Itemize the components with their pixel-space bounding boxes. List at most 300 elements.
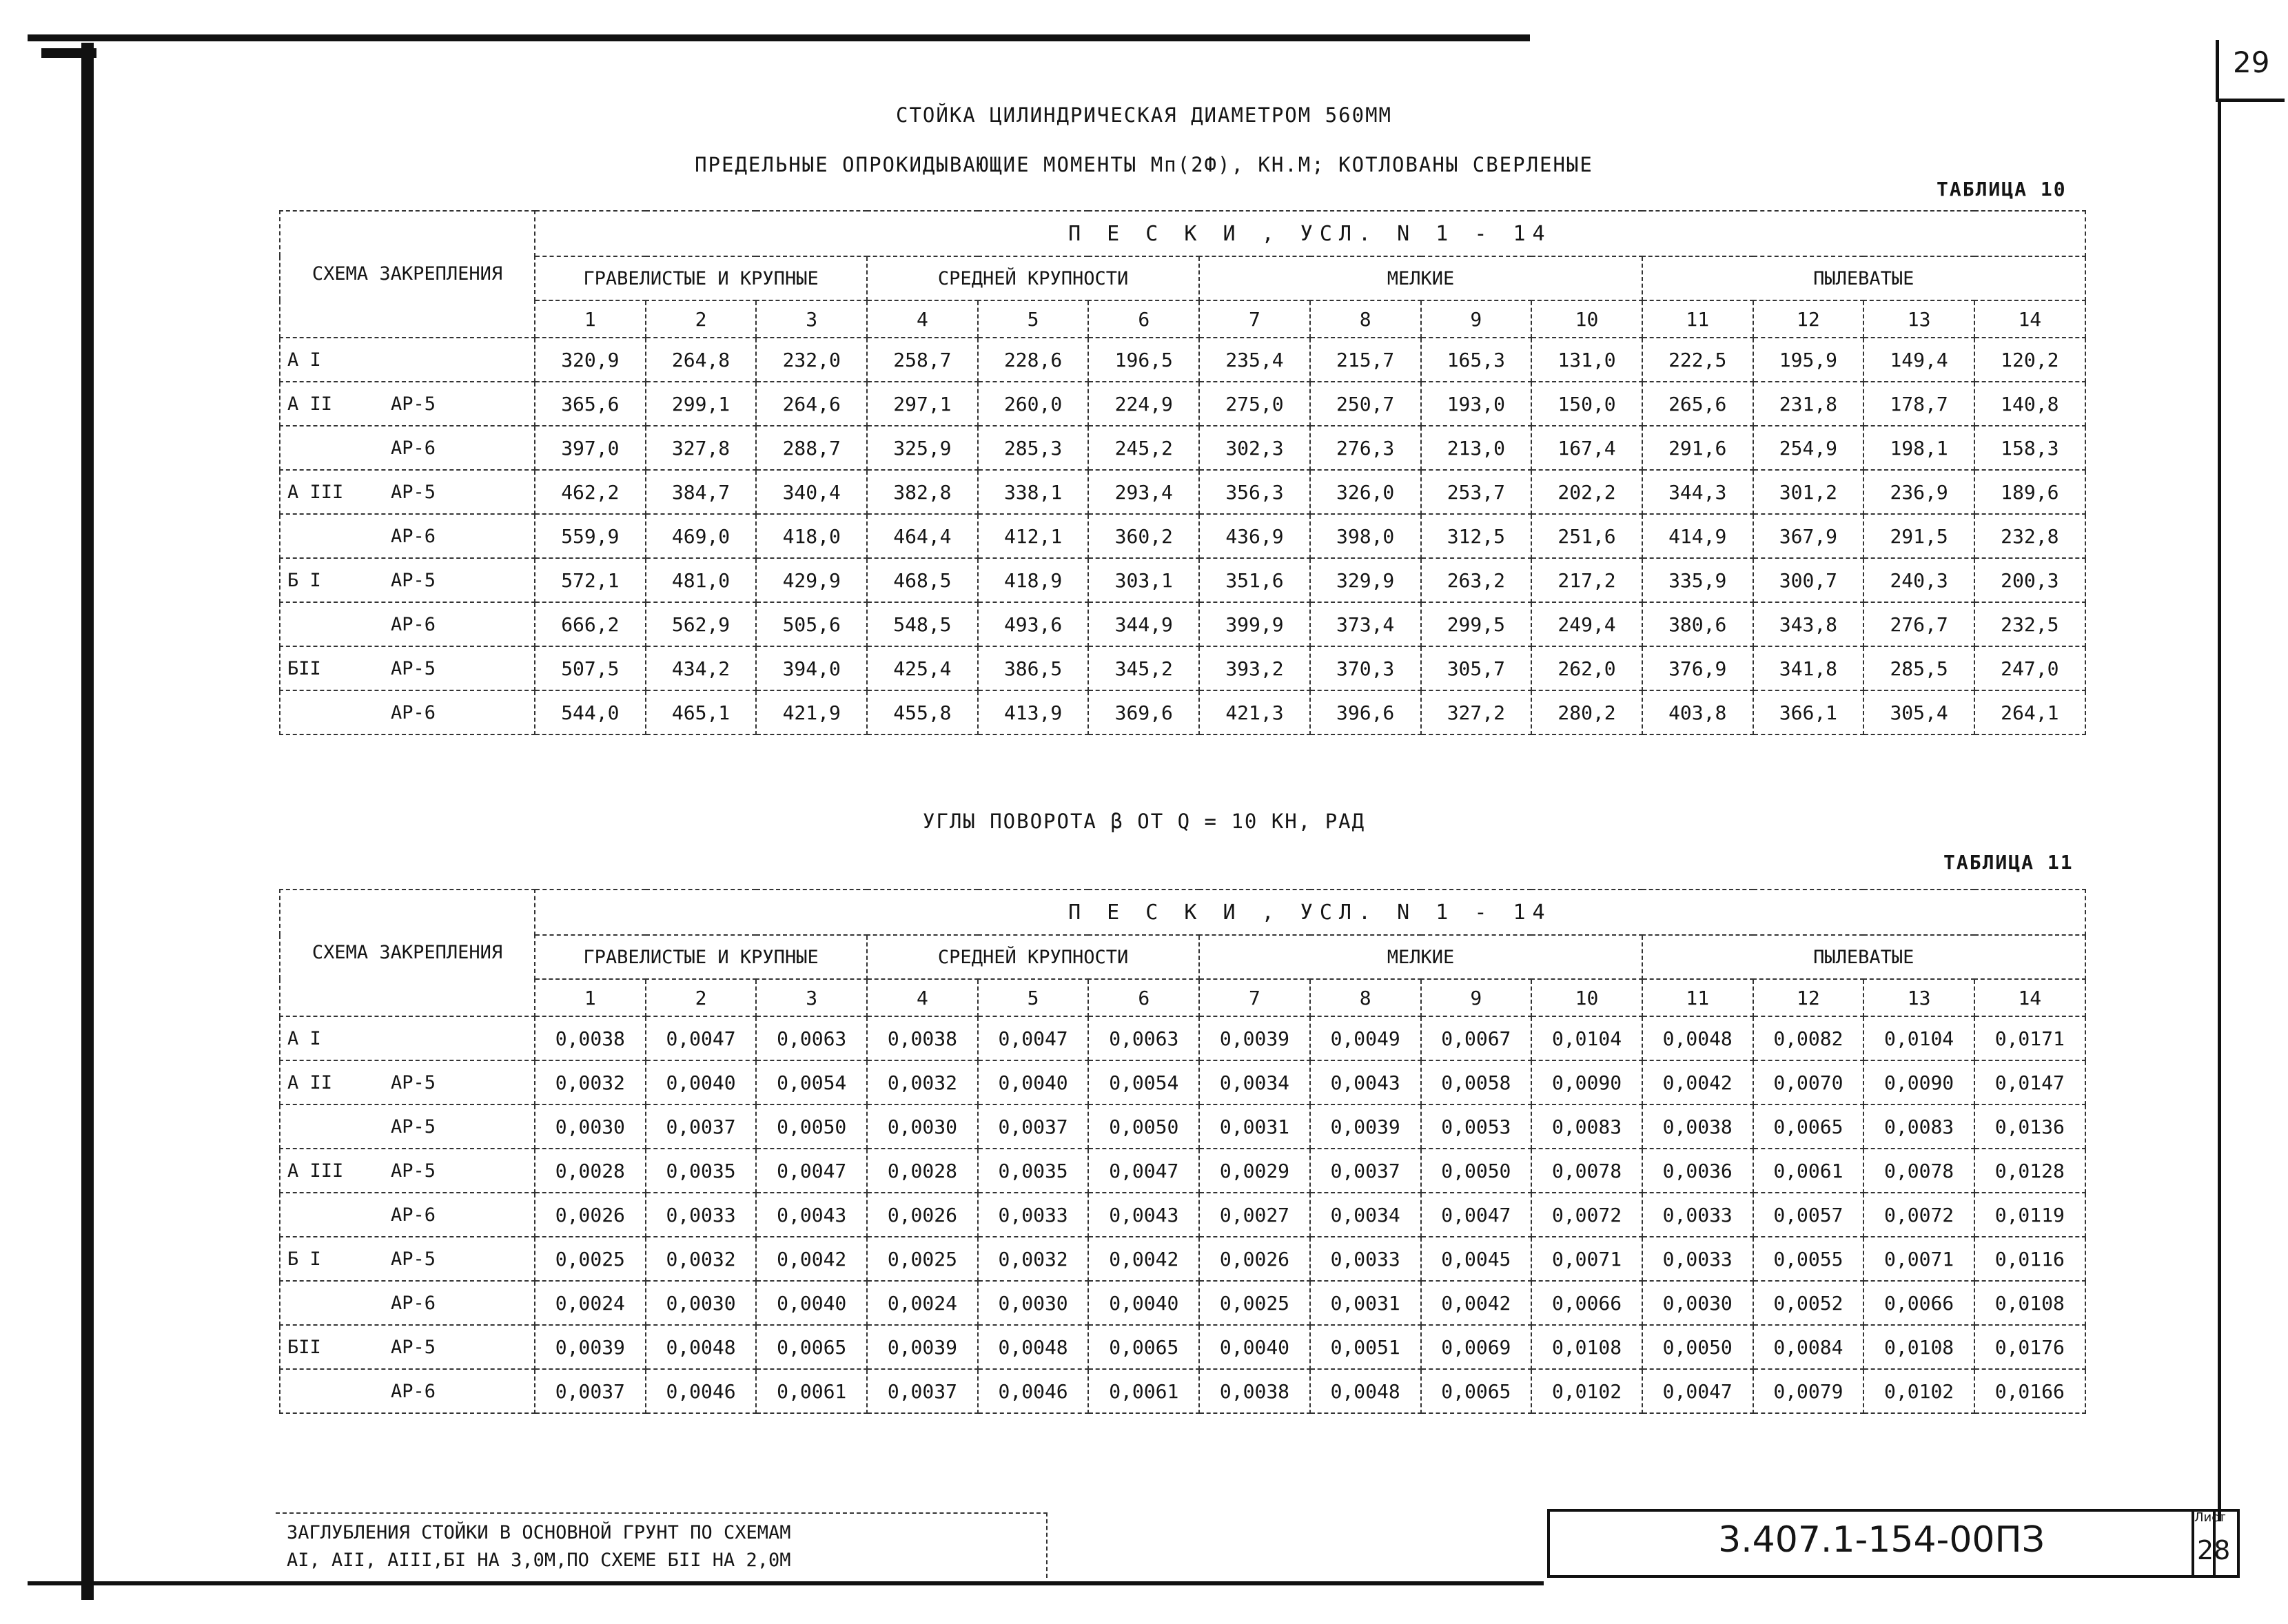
table-cell: 338,1 (978, 470, 1089, 514)
table-cell: 464,4 (867, 514, 978, 558)
table-row (280, 602, 2085, 646)
table-cell: 0,0067 (1421, 1016, 1532, 1060)
table-cell: 0,0072 (1531, 1193, 1642, 1237)
scheme-label: А II (287, 1071, 333, 1093)
table-cell: 356,3 (1199, 470, 1310, 514)
table-cell: 213,0 (1421, 426, 1532, 470)
scheme-label: БII (287, 657, 321, 679)
table-cell: 0,0104 (1531, 1016, 1642, 1060)
table-cell: 0,0136 (1974, 1104, 2085, 1149)
table-cell: 320,9 (535, 338, 646, 382)
table-row (280, 558, 2085, 602)
table-cell: 0,0050 (1088, 1104, 1199, 1149)
table-cell: 291,5 (1863, 514, 1974, 558)
table-cell: 0,0078 (1531, 1149, 1642, 1193)
table-cell: 325,9 (867, 426, 978, 470)
reinforcement-label: АР-5 (391, 569, 436, 591)
table-cell: 0,0090 (1531, 1060, 1642, 1104)
table-cell: 0,0038 (535, 1016, 646, 1060)
table10 (279, 210, 2086, 735)
group-header: ПЫЛЕВАТЫЕ (1642, 935, 2085, 979)
table-cell: 0,0043 (1088, 1193, 1199, 1237)
column-number: 9 (1421, 300, 1532, 338)
table-cell: 193,0 (1421, 382, 1532, 426)
table-cell: 505,6 (756, 602, 867, 646)
reinforcement-label: АР-5 (391, 1336, 436, 1358)
table-cell: 249,4 (1531, 602, 1642, 646)
table-cell: 0,0061 (1753, 1149, 1864, 1193)
table-cell: 0,0057 (1753, 1193, 1864, 1237)
table-cell: 0,0030 (978, 1281, 1089, 1325)
reinforcement-label: АР-6 (391, 437, 436, 459)
table-cell: 421,3 (1199, 690, 1310, 734)
table10-label: ТАБЛИЦА 10 (1937, 178, 2067, 201)
table-cell: 265,6 (1642, 382, 1753, 426)
table-cell: 493,6 (978, 602, 1089, 646)
table-cell: 365,6 (535, 382, 646, 426)
table-cell: 343,8 (1753, 602, 1864, 646)
table-cell: 0,0024 (535, 1281, 646, 1325)
column-number: 5 (978, 979, 1089, 1016)
table-cell: 507,5 (535, 646, 646, 690)
table-cell: 0,0171 (1974, 1016, 2085, 1060)
table-cell: 120,2 (1974, 338, 2085, 382)
table-cell: 0,0072 (1863, 1193, 1974, 1237)
column-number: 4 (867, 979, 978, 1016)
table-cell: 245,2 (1088, 426, 1199, 470)
table-cell: 0,0063 (1088, 1016, 1199, 1060)
table-cell: 376,9 (1642, 646, 1753, 690)
column-number: 11 (1642, 300, 1753, 338)
table-cell: 413,9 (978, 690, 1089, 734)
table-cell: 0,0038 (1642, 1104, 1753, 1149)
table-cell: 165,3 (1421, 338, 1532, 382)
table-cell: 236,9 (1863, 470, 1974, 514)
table-cell: 0,0037 (1310, 1149, 1421, 1193)
footnote (276, 1512, 1048, 1578)
table-cell: 0,0065 (1088, 1325, 1199, 1369)
table-cell: 131,0 (1531, 338, 1642, 382)
table-cell: 140,8 (1974, 382, 2085, 426)
column-number: 13 (1863, 979, 1974, 1016)
reinforcement-label: АР-6 (391, 613, 436, 635)
table-cell: 481,0 (646, 558, 757, 602)
table-cell: 0,0048 (646, 1325, 757, 1369)
table-cell: 189,6 (1974, 470, 2085, 514)
scheme-header: СХЕМА ЗАКРЕПЛЕНИЯ (280, 211, 535, 338)
table-cell: 548,5 (867, 602, 978, 646)
column-number: 8 (1310, 979, 1421, 1016)
table-cell: 394,0 (756, 646, 867, 690)
table-cell: 397,0 (535, 426, 646, 470)
table-cell: 0,0027 (1199, 1193, 1310, 1237)
reinforcement-label: АР-6 (391, 701, 436, 723)
table-cell: 469,0 (646, 514, 757, 558)
table-cell: 0,0030 (646, 1281, 757, 1325)
reinforcement-label: АР-6 (391, 1292, 436, 1314)
table-cell: 293,4 (1088, 470, 1199, 514)
table-cell: 0,0035 (646, 1149, 757, 1193)
table-cell: 425,4 (867, 646, 978, 690)
table-cell: 202,2 (1531, 470, 1642, 514)
table-cell: 421,9 (756, 690, 867, 734)
table-cell: 326,0 (1310, 470, 1421, 514)
group-header: МЕЛКИЕ (1199, 256, 1642, 300)
table-cell: 303,1 (1088, 558, 1199, 602)
table-cell: 0,0034 (1199, 1060, 1310, 1104)
table-row (280, 1193, 2085, 1237)
table-cell: 305,4 (1863, 690, 1974, 734)
table-cell: 196,5 (1088, 338, 1199, 382)
table-row (280, 1325, 2085, 1369)
column-number: 14 (1974, 979, 2085, 1016)
table-cell: 0,0176 (1974, 1325, 2085, 1369)
page-number: 29 (2233, 45, 2270, 79)
table-cell: 0,0037 (867, 1369, 978, 1413)
table-cell: 232,5 (1974, 602, 2085, 646)
table-cell: 250,7 (1310, 382, 1421, 426)
sheet-label: Лист (2194, 1510, 2226, 1525)
table-cell: 0,0039 (1310, 1104, 1421, 1149)
table-cell: 0,0040 (978, 1060, 1089, 1104)
table-cell: 418,0 (756, 514, 867, 558)
table-cell: 0,0047 (978, 1016, 1089, 1060)
reinforcement-label: АР-5 (391, 393, 436, 415)
table-cell: 0,0042 (1088, 1237, 1199, 1281)
table-cell: 0,0048 (1310, 1369, 1421, 1413)
table-row (280, 1060, 2085, 1104)
table-cell: 0,0049 (1310, 1016, 1421, 1060)
reinforcement-label: АР-6 (391, 1204, 436, 1226)
table-cell: 414,9 (1642, 514, 1753, 558)
table-cell: 429,9 (756, 558, 867, 602)
column-number: 12 (1753, 300, 1864, 338)
table-cell: 0,0108 (1531, 1325, 1642, 1369)
table-cell: 280,2 (1531, 690, 1642, 734)
table-cell: 0,0039 (1199, 1016, 1310, 1060)
table-cell: 327,2 (1421, 690, 1532, 734)
table-cell: 224,9 (1088, 382, 1199, 426)
table11 (279, 889, 2086, 1414)
table-cell: 0,0034 (1310, 1193, 1421, 1237)
table-cell: 240,3 (1863, 558, 1974, 602)
table-cell: 0,0166 (1974, 1369, 2085, 1413)
table-cell: 0,0032 (535, 1060, 646, 1104)
table-cell: 149,4 (1863, 338, 1974, 382)
table-cell: 0,0065 (1753, 1104, 1864, 1149)
column-number: 6 (1088, 979, 1199, 1016)
table-cell: 369,6 (1088, 690, 1199, 734)
table-row (280, 1281, 2085, 1325)
column-number: 10 (1531, 979, 1642, 1016)
table-cell: 299,5 (1421, 602, 1532, 646)
table-cell: 0,0053 (1421, 1104, 1532, 1149)
table-cell: 285,3 (978, 426, 1089, 470)
table-cell: 275,0 (1199, 382, 1310, 426)
table-cell: 0,0061 (1088, 1369, 1199, 1413)
column-number: 11 (1642, 979, 1753, 1016)
table-cell: 300,7 (1753, 558, 1864, 602)
table-cell: 0,0119 (1974, 1193, 2085, 1237)
table-cell: 403,8 (1642, 690, 1753, 734)
group-header: ГРАВЕЛИСТЫЕ И КРУПНЫЕ (535, 935, 867, 979)
column-number: 14 (1974, 300, 2085, 338)
table-cell: 0,0046 (646, 1369, 757, 1413)
table-cell: 0,0031 (1310, 1281, 1421, 1325)
table-cell: 0,0066 (1531, 1281, 1642, 1325)
table-cell: 327,8 (646, 426, 757, 470)
table-cell: 0,0040 (646, 1060, 757, 1104)
table-cell: 0,0047 (756, 1149, 867, 1193)
table-cell: 0,0058 (1421, 1060, 1532, 1104)
scheme-label: Б I (287, 569, 321, 591)
group-header: СРЕДНЕЙ КРУПНОСТИ (867, 935, 1199, 979)
table-cell: 264,1 (1974, 690, 2085, 734)
column-number: 1 (535, 300, 646, 338)
table-cell: 0,0050 (1421, 1149, 1532, 1193)
table-cell: 167,4 (1531, 426, 1642, 470)
table-cell: 0,0066 (1863, 1281, 1974, 1325)
table-cell: 0,0030 (535, 1104, 646, 1149)
reinforcement-label: АР-5 (391, 1071, 436, 1093)
table-cell: 0,0032 (978, 1237, 1089, 1281)
table-cell: 0,0083 (1863, 1104, 1974, 1149)
reinforcement-label: АР-6 (391, 525, 436, 547)
table-cell: 384,7 (646, 470, 757, 514)
column-number: 10 (1531, 300, 1642, 338)
table-cell: 344,9 (1088, 602, 1199, 646)
table-cell: 398,0 (1310, 514, 1421, 558)
reinforcement-label: АР-5 (391, 1160, 436, 1182)
table-cell: 0,0025 (535, 1237, 646, 1281)
table-cell: 0,0033 (1642, 1237, 1753, 1281)
table-row (280, 1016, 2085, 1060)
document-code: 3.407.1-154-00ПЗ (1718, 1519, 2045, 1561)
table-cell: 0,0036 (1642, 1149, 1753, 1193)
table-cell: 370,3 (1310, 646, 1421, 690)
table-cell: 305,7 (1421, 646, 1532, 690)
table-cell: 0,0024 (867, 1281, 978, 1325)
table-cell: 0,0128 (1974, 1149, 2085, 1193)
table-cell: 340,4 (756, 470, 867, 514)
column-number: 2 (646, 300, 757, 338)
table-cell: 312,5 (1421, 514, 1532, 558)
table-cell: 0,0047 (1421, 1193, 1532, 1237)
table-cell: 393,2 (1199, 646, 1310, 690)
table-cell: 302,3 (1199, 426, 1310, 470)
table-cell: 0,0108 (1863, 1325, 1974, 1369)
table-cell: 0,0033 (646, 1193, 757, 1237)
column-number: 13 (1863, 300, 1974, 338)
reinforcement-label: АР-5 (391, 1248, 436, 1270)
table-cell: 232,0 (756, 338, 867, 382)
table-row (280, 382, 2085, 426)
table-cell: 0,0070 (1753, 1060, 1864, 1104)
sheet-number: 28 (2197, 1535, 2231, 1565)
table-cell: 0,0079 (1753, 1369, 1864, 1413)
table-cell: 231,8 (1753, 382, 1864, 426)
table-cell: 0,0042 (1642, 1060, 1753, 1104)
table-cell: 0,0108 (1974, 1281, 2085, 1325)
table-cell: 299,1 (646, 382, 757, 426)
table-cell: 0,0038 (1199, 1369, 1310, 1413)
table-cell: 178,7 (1863, 382, 1974, 426)
table-cell: 0,0048 (978, 1325, 1089, 1369)
table-cell: 562,9 (646, 602, 757, 646)
table-cell: 0,0054 (756, 1060, 867, 1104)
table-cell: 0,0104 (1863, 1016, 1974, 1060)
table-cell: 297,1 (867, 382, 978, 426)
table-cell: 0,0038 (867, 1016, 978, 1060)
table-cell: 215,7 (1310, 338, 1421, 382)
table-cell: 0,0054 (1088, 1060, 1199, 1104)
scheme-label: А III (287, 1160, 344, 1182)
table-cell: 0,0147 (1974, 1060, 2085, 1104)
table-cell: 462,2 (535, 470, 646, 514)
scheme-label: А I (287, 1027, 321, 1049)
column-number: 3 (756, 300, 867, 338)
table-cell: 0,0033 (1642, 1193, 1753, 1237)
table-cell: 465,1 (646, 690, 757, 734)
table-row (280, 514, 2085, 558)
table-cell: 0,0030 (867, 1104, 978, 1149)
table-cell: 285,5 (1863, 646, 1974, 690)
table-cell: 0,0052 (1753, 1281, 1864, 1325)
table-cell: 666,2 (535, 602, 646, 646)
table-cell: 0,0051 (1310, 1325, 1421, 1369)
table-cell: 434,2 (646, 646, 757, 690)
scheme-label: БII (287, 1336, 321, 1358)
table-cell: 0,0071 (1863, 1237, 1974, 1281)
table-cell: 253,7 (1421, 470, 1532, 514)
table-cell: 0,0037 (978, 1104, 1089, 1149)
footnote-line1: ЗАГЛУБЛЕНИЯ СТОЙКИ В ОСНОВНОЙ ГРУНТ ПО СХЕМАМ (287, 1522, 791, 1543)
soil-header: П Е С К И , УСЛ. N 1 - 14 (535, 211, 2085, 256)
table-cell: 344,3 (1642, 470, 1753, 514)
table-cell: 0,0116 (1974, 1237, 2085, 1281)
table-cell: 262,0 (1531, 646, 1642, 690)
table-cell: 386,5 (978, 646, 1089, 690)
table-cell: 291,6 (1642, 426, 1753, 470)
frame-top-line (28, 34, 1530, 41)
table-cell: 0,0028 (867, 1149, 978, 1193)
table-row (280, 690, 2085, 734)
column-number: 7 (1199, 300, 1310, 338)
table-cell: 0,0048 (1642, 1016, 1753, 1060)
table-cell: 436,9 (1199, 514, 1310, 558)
table-cell: 0,0061 (756, 1369, 867, 1413)
table-cell: 399,9 (1199, 602, 1310, 646)
table-cell: 0,0102 (1531, 1369, 1642, 1413)
table-cell: 0,0029 (1199, 1149, 1310, 1193)
table-cell: 251,6 (1531, 514, 1642, 558)
table10-caption: ПРЕДЕЛЬНЫЕ ОПРОКИДЫВАЮЩИЕ МОМЕНТЫ Мп(2Ф), КН.М; КОТЛОВАНЫ СВЕРЛЕНЫЕ (695, 153, 1593, 176)
table-cell: 198,1 (1863, 426, 1974, 470)
table-row (280, 1369, 2085, 1413)
document-title: СТОЙКА ЦИЛИНДРИЧЕСКАЯ ДИАМЕТРОМ 560ММ (895, 103, 1392, 127)
table-cell: 396,6 (1310, 690, 1421, 734)
table-cell: 0,0037 (535, 1369, 646, 1413)
table-cell: 0,0071 (1531, 1237, 1642, 1281)
scheme-label: Б I (287, 1248, 321, 1270)
table-cell: 559,9 (535, 514, 646, 558)
table-row (280, 1149, 2085, 1193)
table-cell: 0,0026 (535, 1193, 646, 1237)
column-number: 6 (1088, 300, 1199, 338)
table-cell: 0,0040 (1088, 1281, 1199, 1325)
soil-header: П Е С К И , УСЛ. N 1 - 14 (535, 890, 2085, 935)
table-cell: 264,8 (646, 338, 757, 382)
table-cell: 235,4 (1199, 338, 1310, 382)
table-cell: 0,0037 (646, 1104, 757, 1149)
reinforcement-label: АР-5 (391, 1116, 436, 1138)
table-cell: 258,7 (867, 338, 978, 382)
table-cell: 217,2 (1531, 558, 1642, 602)
table-cell: 0,0084 (1753, 1325, 1864, 1369)
group-header: ГРАВЕЛИСТЫЕ И КРУПНЫЕ (535, 256, 867, 300)
column-number: 5 (978, 300, 1089, 338)
table-cell: 247,0 (1974, 646, 2085, 690)
table-cell: 222,5 (1642, 338, 1753, 382)
table-cell: 228,6 (978, 338, 1089, 382)
table-cell: 0,0030 (1642, 1281, 1753, 1325)
table-cell: 301,2 (1753, 470, 1864, 514)
table-cell: 0,0102 (1863, 1369, 1974, 1413)
table-cell: 0,0033 (978, 1193, 1089, 1237)
table-row (280, 1104, 2085, 1149)
table-cell: 455,8 (867, 690, 978, 734)
table11-caption: УГЛЫ ПОВОРОТА β ОТ Q = 10 КН, РАД (922, 810, 1366, 833)
table-cell: 0,0033 (1310, 1237, 1421, 1281)
table-cell: 0,0032 (867, 1060, 978, 1104)
table-cell: 380,6 (1642, 602, 1753, 646)
table-cell: 0,0032 (646, 1237, 757, 1281)
table-cell: 0,0090 (1863, 1060, 1974, 1104)
table-cell: 0,0082 (1753, 1016, 1864, 1060)
table-cell: 195,9 (1753, 338, 1864, 382)
table-cell: 0,0047 (646, 1016, 757, 1060)
column-number: 1 (535, 979, 646, 1016)
table-cell: 351,6 (1199, 558, 1310, 602)
table-cell: 341,8 (1753, 646, 1864, 690)
table-cell: 0,0028 (535, 1149, 646, 1193)
group-header: СРЕДНЕЙ КРУПНОСТИ (867, 256, 1199, 300)
table-cell: 0,0063 (756, 1016, 867, 1060)
table-cell: 260,0 (978, 382, 1089, 426)
table-cell: 0,0043 (1310, 1060, 1421, 1104)
scheme-label: А I (287, 349, 321, 371)
column-number: 3 (756, 979, 867, 1016)
reinforcement-label: АР-6 (391, 1380, 436, 1402)
table-cell: 335,9 (1642, 558, 1753, 602)
table-cell: 366,1 (1753, 690, 1864, 734)
table-cell: 0,0040 (1199, 1325, 1310, 1369)
scheme-label: А III (287, 481, 344, 503)
table-cell: 0,0078 (1863, 1149, 1974, 1193)
table-cell: 0,0039 (867, 1325, 978, 1369)
table-cell: 0,0043 (756, 1193, 867, 1237)
reinforcement-label: АР-5 (391, 657, 436, 679)
table-cell: 150,0 (1531, 382, 1642, 426)
table-cell: 0,0031 (1199, 1104, 1310, 1149)
reinforcement-label: АР-5 (391, 481, 436, 503)
table-cell: 468,5 (867, 558, 978, 602)
table-row (280, 426, 2085, 470)
table-cell: 0,0055 (1753, 1237, 1864, 1281)
table-cell: 345,2 (1088, 646, 1199, 690)
column-number: 9 (1421, 979, 1532, 1016)
table-cell: 276,3 (1310, 426, 1421, 470)
